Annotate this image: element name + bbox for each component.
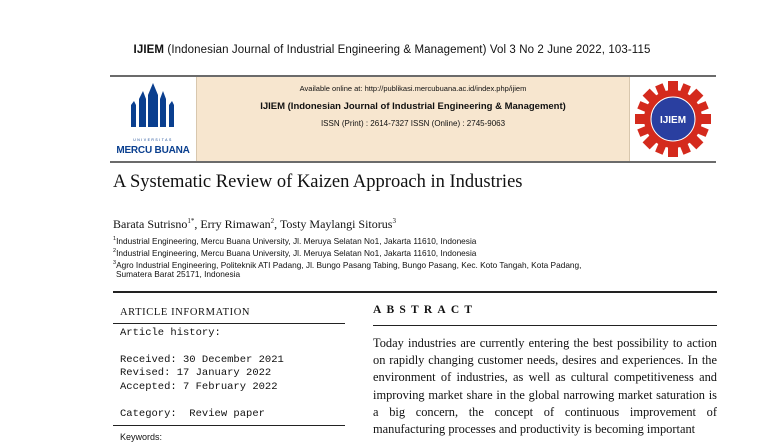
abstract-rule [373,325,717,326]
article-info-heading: ARTICLE INFORMATION [120,307,251,318]
abstract-heading: ABSTRACT [373,304,478,316]
ijiem-logo-text: IJIEM [659,115,687,126]
journal-banner [110,75,716,163]
mercu-buana-emblem-icon [110,77,196,137]
running-head-details: (Indonesian Journal of Industrial Engineering & Management) Vol 3 No 2 June 2022, 103-115 [164,44,651,56]
running-head-journal-abbrev: IJIEM [133,44,165,56]
received-date: Received: 30 December 2021 [120,354,284,366]
author-superscript: 3 [392,217,396,225]
mercu-buana-logo [110,77,197,161]
author-name: Barata Sutrisno [113,217,188,231]
article-history-label: Article history: [120,327,221,339]
author-list: Barata Sutrisno$^{1*}$, Erry Rimawan$^2$, Tosty Maylangi Sitorus$^3$ [113,217,396,231]
section-separator [113,291,717,293]
issn-line: ISSN (Print) : 2614-7327 ISSN (Online) : 2745-9063 [320,119,506,128]
paper-title: A Systematic Review of Kaizen Approach in Industries [113,172,523,192]
affiliation-line: Sumatera Barat 25171, Indonesia [116,269,241,279]
revised-date: Revised: 17 January 2022 [120,367,272,379]
author-name: Tosty Maylangi Sitorus [279,217,393,231]
affiliation-line: $^1$Industrial Engineering, Mercu Buana University, Jl. Meruya Selatan No1, Jakarta 11610, Indonesia [113,235,477,246]
author-superscript: 2 [270,217,275,225]
ijiem-gear-icon [630,77,716,161]
journal-name: IJIEM (Indonesian Journal of Industrial Engineering & Management) [260,101,566,112]
affiliation-line: $^3$Agro Industrial Engineering, Politeknik ATI Padang, Jl. Bungo Pasang Tabing, Bungo Pasang, Kec. Koto Tangah, Kota Padang, [113,259,582,270]
mercu-buana-logo-small-text: UNIVERSITAS [133,138,173,142]
running-head [0,44,784,56]
banner-center [196,77,630,161]
accepted-date: Accepted: 7 February 2022 [120,381,278,393]
keywords-label: Keywords: [120,432,163,442]
author-name: Erry Rimawan [200,217,271,231]
affiliation-line: $^2$Industrial Engineering, Mercu Buana University, Jl. Meruya Selatan No1, Jakarta 11610, Indonesia [113,247,477,258]
author-superscript: 1* [187,217,195,225]
article-info-rule [113,323,345,324]
ijiem-logo [629,77,716,161]
category-line: Category: Review paper [120,408,265,420]
article-info-rule-2 [113,425,345,426]
abstract-text: Today industries are currently entering the best possibility to action on rapidly changing customer needs, desires and experiences. In the environment of industries, as well as cultural competitiveness and improving market share in the global narrowing market saturation is a big concern, the concept of continuous improvement of manufacturing processes and productivity is becoming important [373,336,717,437]
mercu-buana-logo-text: MERCU BUANA [116,145,190,156]
available-online-text: Available online at: http://publikasi.mercubuana.ac.id/index.php/ijiem [299,84,527,93]
